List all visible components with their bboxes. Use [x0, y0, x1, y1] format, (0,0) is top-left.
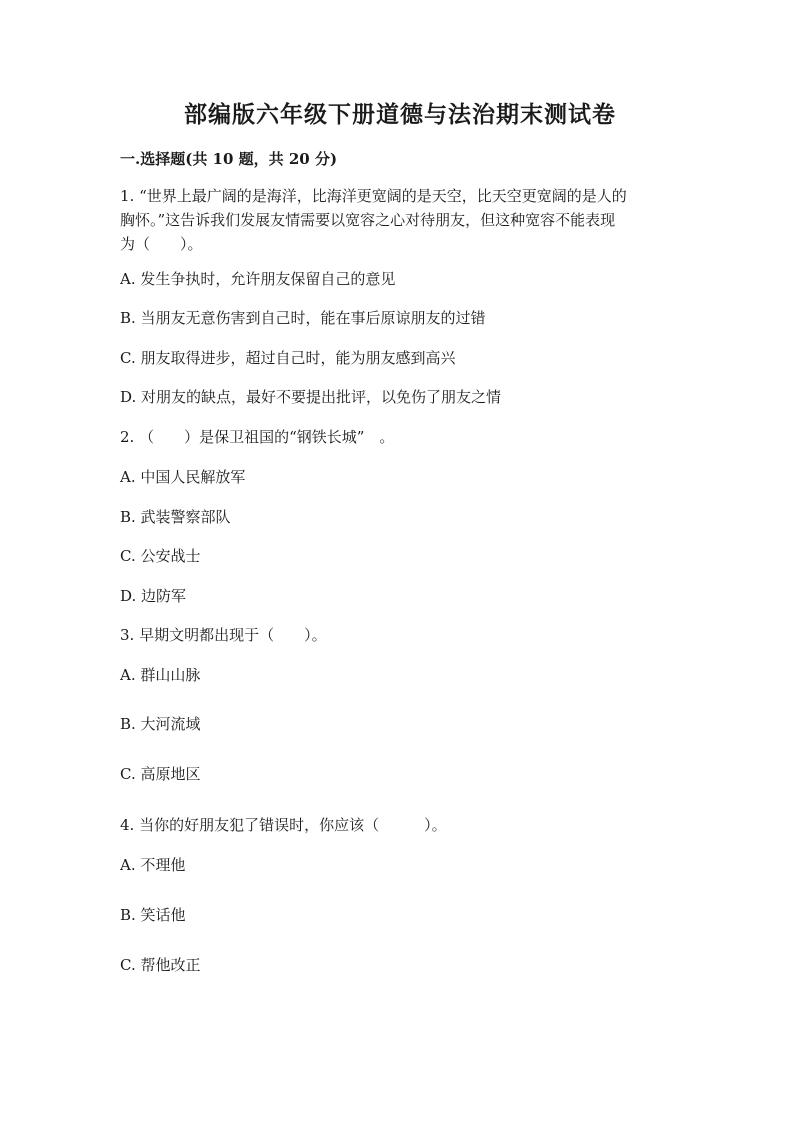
question-3-option-c: C. 高原地区	[120, 765, 201, 783]
question-2-option-c: C. 公安战士	[120, 547, 201, 565]
question-4-option-b: B. 笑话他	[120, 906, 186, 924]
section-heading: 一.选择题(共 10 题，共 20 分)	[120, 150, 338, 168]
question-1-option-a: A. 发生争执时，允许朋友保留自己的意见	[120, 270, 396, 288]
question-1-stem-line-1: 1. “世界上最广阔的是海洋，比海洋更宽阔的是天空，比天空更宽阔的是人的	[120, 187, 627, 205]
question-2-option-a: A. 中国人民解放军	[120, 468, 246, 486]
question-1-stem-line-3: 为（ ）。	[120, 235, 203, 253]
question-1-option-c: C. 朋友取得进步，超过自己时，能为朋友感到高兴	[120, 349, 456, 367]
question-4-option-c: C. 帮他改正	[120, 956, 201, 974]
exam-title: 部编版六年级下册道德与法治期末测试卷	[184, 101, 616, 128]
question-1-option-d: D. 对朋友的缺点，最好不要提出批评，以免伤了朋友之情	[120, 388, 502, 406]
question-3-option-b: B. 大河流域	[120, 715, 201, 733]
question-2-option-b: B. 武装警察部队	[120, 508, 231, 526]
question-4-stem: 4. 当你的好朋友犯了错误时，你应该（ ）。	[120, 816, 447, 834]
question-3-option-a: A. 群山山脉	[120, 666, 201, 684]
question-4-option-a: A. 不理他	[120, 856, 186, 874]
question-2-option-d: D. 边防军	[120, 587, 187, 605]
question-1-option-b: B. 当朋友无意伤害到自己时，能在事后原谅朋友的过错	[120, 309, 486, 327]
question-1-stem-line-2: 胸怀。”这告诉我们发展友情需要以宽容之心对待朋友，但这种宽容不能表现	[120, 211, 616, 229]
question-2-stem: 2. （ ）是保卫祖国的“钢铁长城” 。	[120, 428, 395, 446]
question-3-stem: 3. 早期文明都出现于（ ）。	[120, 626, 327, 644]
